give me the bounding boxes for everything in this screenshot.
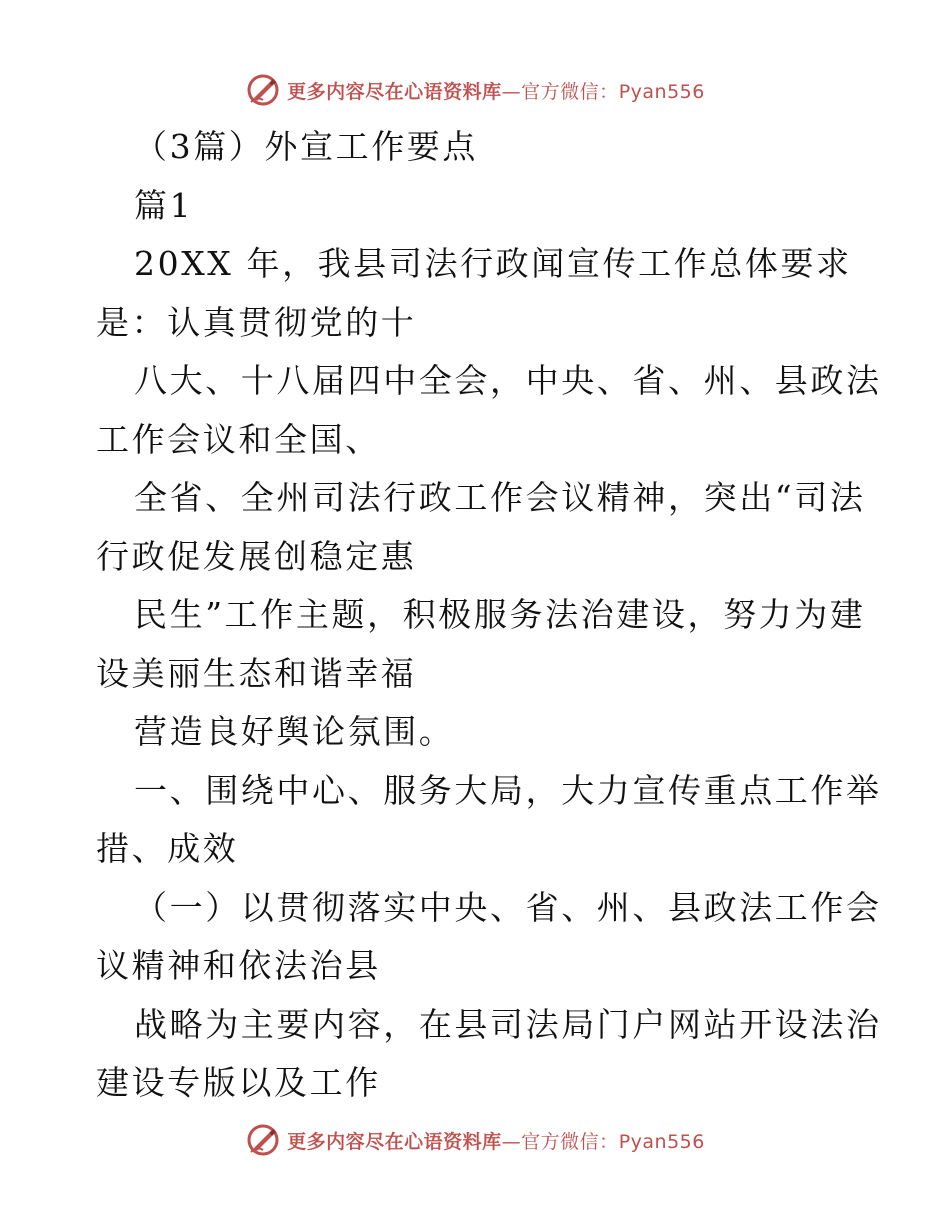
document-line: 建设专版以及工作 [96, 1063, 381, 1102]
banner-brand: 更多内容尽在心语资料库 [287, 1130, 502, 1153]
document-body [96, 118, 882, 1113]
document-line: 民生”工作主题，积极服务法治建设，努力为建 [134, 595, 866, 634]
document-line: 议精神和依法治县 [96, 946, 381, 985]
document-line: 全省、全州司法行政工作会议精神，突出“司法 [134, 478, 866, 517]
document-line: 是：认真贯彻党的十 [96, 302, 417, 342]
banner-dash: — [501, 80, 522, 103]
document-line: 行政促发展创稳定惠 [96, 536, 417, 576]
document-line: 八大、十八届四中全会，中央、省、州、县政法 [134, 361, 882, 400]
header-banner [0, 70, 950, 110]
banner-text [287, 77, 705, 104]
document-line: 措、成效 [96, 829, 239, 868]
document-line: （3篇）外宣工作要点 [134, 127, 478, 166]
document-line: 战略为主要内容，在县司法局门户网站开设法治 [134, 1004, 882, 1044]
document-line: 篇1 [134, 185, 194, 225]
banner-suffix: 官方微信： [521, 1130, 619, 1153]
banner-wechat-id: Pyan556 [618, 80, 705, 103]
banner-dash: — [501, 1130, 522, 1153]
pen-logo-icon [245, 72, 281, 108]
banner-brand: 更多内容尽在心语资料库 [287, 80, 502, 103]
document-line: （一）以贯彻落实中央、省、州、县政法工作会 [134, 887, 882, 927]
document-line: 工作会议和全国、 [96, 419, 381, 459]
banner-wechat-id: Pyan556 [618, 1130, 705, 1153]
footer-banner [0, 1120, 950, 1160]
document-line: 设美丽生态和谐幸福 [96, 653, 417, 693]
document-line: 营造良好舆论氛围。 [134, 712, 455, 751]
document-line: 20XX 年，我县司法行政闻宣传工作总体要求 [134, 244, 852, 283]
pen-logo-icon [245, 1122, 281, 1158]
banner-text [287, 1127, 705, 1154]
document-line: 一、围绕中心、服务大局，大力宣传重点工作举 [134, 770, 882, 810]
banner-suffix: 官方微信： [521, 80, 619, 103]
